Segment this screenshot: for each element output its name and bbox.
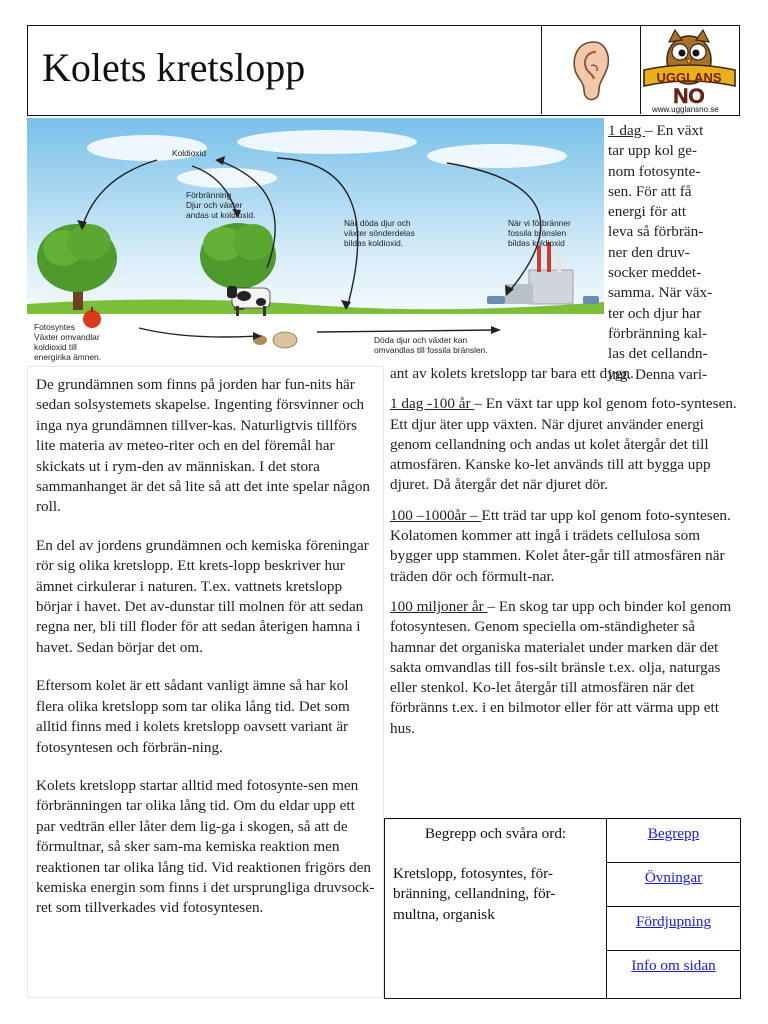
side-line: energi för att — [608, 203, 687, 221]
side-line: samma. När väx- — [608, 284, 713, 302]
right-paragraph-2 — [390, 394, 742, 495]
ear-icon[interactable] — [542, 26, 640, 114]
label-fossila-2: fossila bränslen — [508, 228, 567, 238]
link-cell-fordjupning — [607, 907, 740, 951]
right-paragraph-3-text: Ett träd tar upp kol genom foto-syntesen. Kolatomen kommer att ingå i trädets cellulosa som bygger upp stammen. Kolet åter-går till atmosfären när träden dör och förmult-nar. — [390, 506, 731, 585]
side-line-first — [608, 121, 740, 141]
logo-text-ugglans: UGGLANS — [656, 70, 722, 85]
label-sonderdelas-1: När döda djur och — [344, 218, 411, 228]
label-fossila-1: När vi förbränner — [508, 218, 571, 228]
side-line: leva så förbrän- — [608, 223, 704, 241]
concepts-table — [384, 818, 741, 999]
timespan-label: 1 dag -100 år — [390, 395, 475, 413]
concepts-terms: Kretslopp, fotosyntes, för-bränning, cellandning, för-multna, organisk — [393, 865, 556, 923]
right-paragraph-4 — [390, 597, 742, 739]
label-doda-2: omvandlas till fossila bränslen. — [374, 345, 488, 355]
link-cell-info — [607, 951, 740, 998]
side-line: ter och djur har — [608, 304, 702, 322]
timespan-label: 100 –1000år – — [390, 506, 482, 524]
logo-cell — [640, 26, 739, 114]
label-forbranning-3: andas ut koldioxid. — [186, 210, 256, 220]
side-first-rest: – En växt — [645, 122, 704, 139]
concepts-heading: Begrepp och svåra ord: — [424, 825, 567, 842]
right-column-text — [390, 364, 742, 749]
label-forbranning-2: Djur och växter — [186, 200, 243, 210]
link-cell-ovningar — [607, 863, 740, 907]
left-paragraph-3: Eftersom kolet är ett sådant vanligt ämne så har kol flera olika kretslopp som tar olika lång tid. Det som alltid finns med i kolets kretslopp oavsett variant är fotosyntesen och förbrän-ning. — [36, 677, 350, 756]
right-paragraph-4-text: – En skog tar upp och binder kol genom fotosyntesen. Genom speciella om-ständigheter så hamnar det organiska materialet under marken där det sakta omvandlas till fos-silt bränsle t.ex. olja, naturgas eller stenkol. Ko-let återgår till atmosfären när det förbränns t.ex. i en bilmotor eller för att värma upp ett hus. — [390, 597, 732, 737]
side-first-label: 1 dag — [608, 122, 646, 139]
side-line: sen. För att få — [608, 182, 692, 200]
label-doda-1: Döda djur och växter kan — [374, 335, 468, 345]
left-paragraph-4: Kolets kretslopp startar alltid med fotosynte-sen men förbränningen tar olika lång tid. Om du eldar upp ett par vedträn eller låter dem lig-ga i skogen, så att de förmultnar, så sker sam-ma kemiska reaktion men reaktionen tar olika lång tid. Vid reaktionen frigörs den kemiska energin som finns i det ursprungliga druvsock-ret som tillverkades vid fotosyntesen. — [36, 776, 375, 917]
page-title: Kolets kretslopp — [42, 45, 306, 90]
side-line: ing. Denna vari- — [608, 365, 708, 383]
listen-cell[interactable] — [541, 26, 641, 114]
label-sonderdelas-2: växter sönderdelas — [344, 228, 415, 238]
left-paragraph-1: De grundämnen som finns på jorden har fun-nits här sedan solsystemets skapelse. Ingenting försvinner och inga nya grundämnen tillver-kas. Naturligtvis tillförs lite materia av meteo-riter och en del föremål har skickats ut i rym-den av människan. I det stora sammanhanget är det så lite så att det inte spelar någon roll. — [36, 376, 371, 516]
side-line: tar upp kol ge- — [608, 142, 697, 160]
side-line: socker meddet- — [608, 264, 702, 282]
link-fordjupning[interactable]: Fördjupning — [635, 913, 712, 930]
left-column-text — [36, 375, 376, 937]
label-fotosyntes-3: koldioxid till — [34, 342, 77, 352]
label-fotosyntes-1: Fotosyntes — [34, 322, 75, 332]
label-forbranning-1: Förbränning — [186, 190, 232, 200]
right-paragraph-1: ant av kolets kretslopp tar bara ett dygn. — [390, 365, 634, 382]
label-koldioxid: Koldioxid — [172, 148, 206, 158]
label-sonderdelas-3: bildas koldioxid. — [344, 238, 404, 248]
side-line: nom fotosynte- — [608, 162, 701, 180]
link-ovningar[interactable]: Övningar — [644, 869, 703, 886]
carbon-cycle-illustration — [27, 118, 604, 368]
side-column-text — [608, 121, 740, 385]
label-fotosyntes-2: Växter omvandlar — [34, 332, 100, 342]
label-fotosyntes-4: energirika ämnen. — [34, 352, 102, 362]
right-paragraph-2-text: – En växt tar upp kol genom foto-syntesen. Ett djur äter upp växten. När djuret använder energi genom cellandning och andas ut kolet återgår det till atmosfären. Kanske ko-let används till att bygga upp djuret. Då återgår det när djuret dör. — [390, 395, 737, 494]
concepts-cell — [385, 819, 607, 998]
left-text-box — [27, 366, 384, 998]
logo-text-no: NO — [673, 85, 705, 106]
side-line: las det cellandn- — [608, 345, 708, 363]
link-info-om-sidan[interactable]: Info om sidan — [631, 957, 716, 974]
logo-url: www.ugglansno.se — [652, 105, 719, 114]
side-line: förbränning kal- — [608, 324, 708, 342]
owl-logo-icon — [640, 26, 739, 106]
link-cell-begrepp — [607, 819, 740, 863]
label-fossila-3: bildas koldioxid — [508, 238, 565, 248]
timespan-label: 100 miljoner år — [390, 597, 488, 615]
right-paragraph-3 — [390, 506, 742, 587]
side-line: ner den druv- — [608, 243, 690, 261]
link-begrepp[interactable]: Begrepp — [647, 825, 700, 842]
left-paragraph-2: En del av jordens grundämnen och kemiska föreningar rör sig olika kretslopp. Ett krets-lopp beskriver hur ämnet cirkulerar i naturen. T.ex. vattnets kretslopp börjar i havet. Det av-dunstar till molnen för att sedan regna ner, bli till floder för att sedan återigen hamna i havet. Sedan börjar det om. — [36, 536, 369, 656]
ground-white — [27, 314, 604, 368]
header — [27, 25, 740, 116]
